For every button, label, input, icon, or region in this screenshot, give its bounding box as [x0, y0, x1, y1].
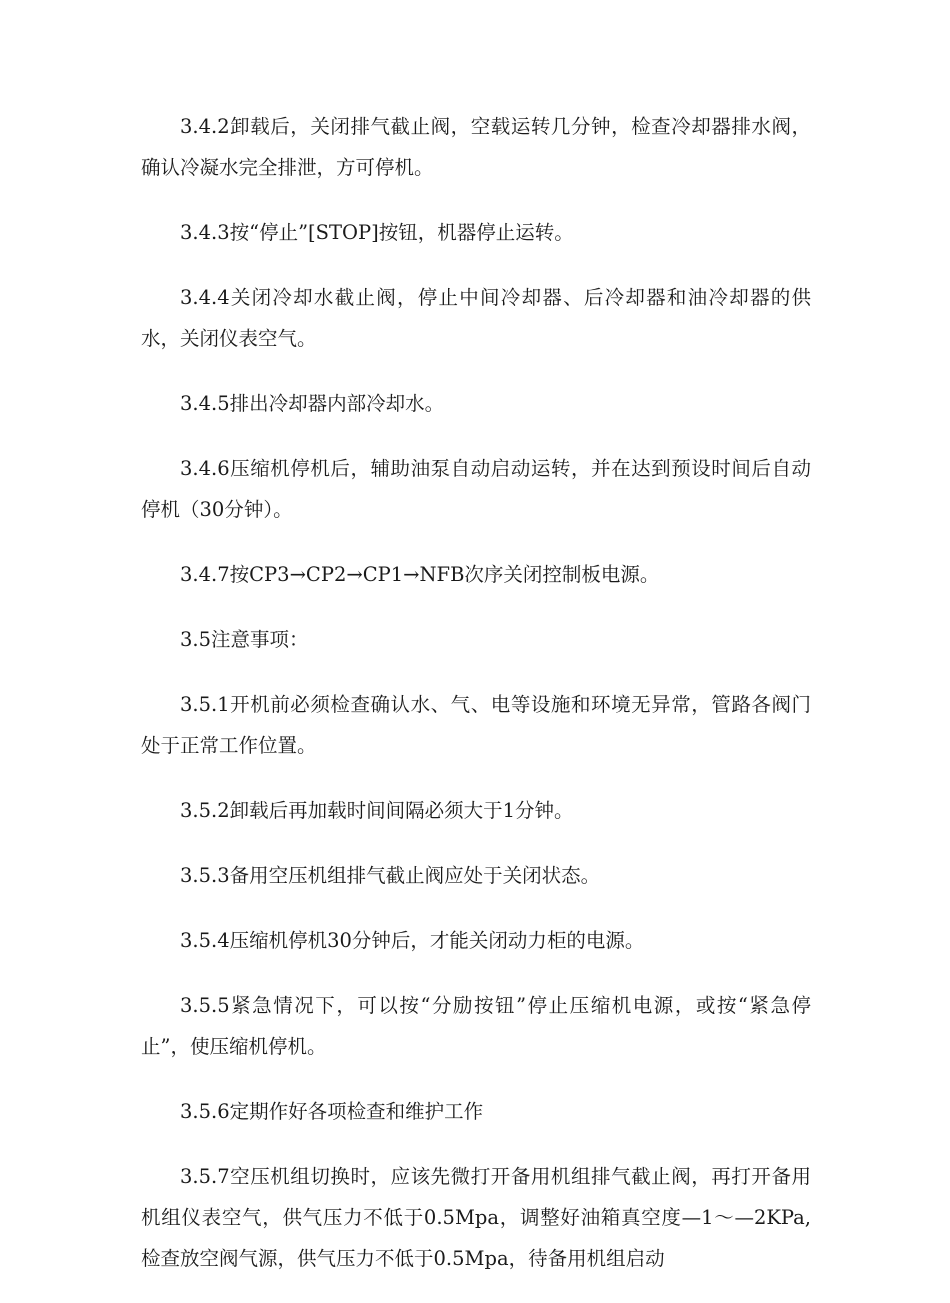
paragraph-3-4-7: 3.4.7按CP3→CP2→CP1→NFB次序关闭控制板电源。	[180, 563, 660, 586]
paragraph-3-5-2: 3.5.2卸载后再加载时间间隔必须大于1分钟。	[180, 799, 574, 822]
paragraph-3-5-6: 3.5.6定期作好各项检查和维护工作	[180, 1100, 484, 1123]
paragraph-3-4-6: 3.4.6压缩机停机后，辅助油泵自动启动运转，并在达到预设时间后自动停机（30分钟）。	[141, 457, 811, 521]
paragraph-3-4-5: 3.4.5排出冷却器内部冷却水。	[180, 392, 445, 415]
paragraph-3-4-4: 3.4.4关闭冷却水截止阀，停止中间冷却器、后冷却器和油冷却器的供水，关闭仪表空气。	[141, 286, 811, 350]
paragraph-3-5-3: 3.5.3备用空压机组排气截止阀应处于关闭状态。	[180, 864, 601, 887]
paragraph-3-5-4: 3.5.4压缩机停机30分钟后，才能关闭动力柜的电源。	[180, 929, 645, 952]
paragraph-3-5-5: 3.5.5紧急情况下，可以按“分励按钮”停止压缩机电源，或按“紧急停止”，使压缩机停机。	[141, 994, 811, 1058]
document-body	[141, 106, 811, 1303]
paragraph-3-4-2: 3.4.2卸载后，关闭排气截止阀，空载运转几分钟，检查冷却器排水阀，确认冷凝水完全排泄，方可停机。	[141, 115, 811, 179]
section-heading-3-5: 3.5注意事项：	[180, 628, 309, 651]
paragraph-3-5-7: 3.5.7空压机组切换时，应该先微打开备用机组排气截止阀，再打开备用机组仪表空气，供气压力不低于0.5Mpa，调整好油箱真空度—1～—2KPa,检查放空阀气源，供气压力不低于0.5Mpa，待备用机组启动	[141, 1165, 811, 1270]
paragraph-3-4-3: 3.4.3按“停止”[STOP]按钮，机器停止运转。	[180, 221, 574, 244]
paragraph-3-5-1: 3.5.1开机前必须检查确认水、气、电等设施和环境无异常，管路各阀门处于正常工作位置。	[141, 693, 811, 757]
